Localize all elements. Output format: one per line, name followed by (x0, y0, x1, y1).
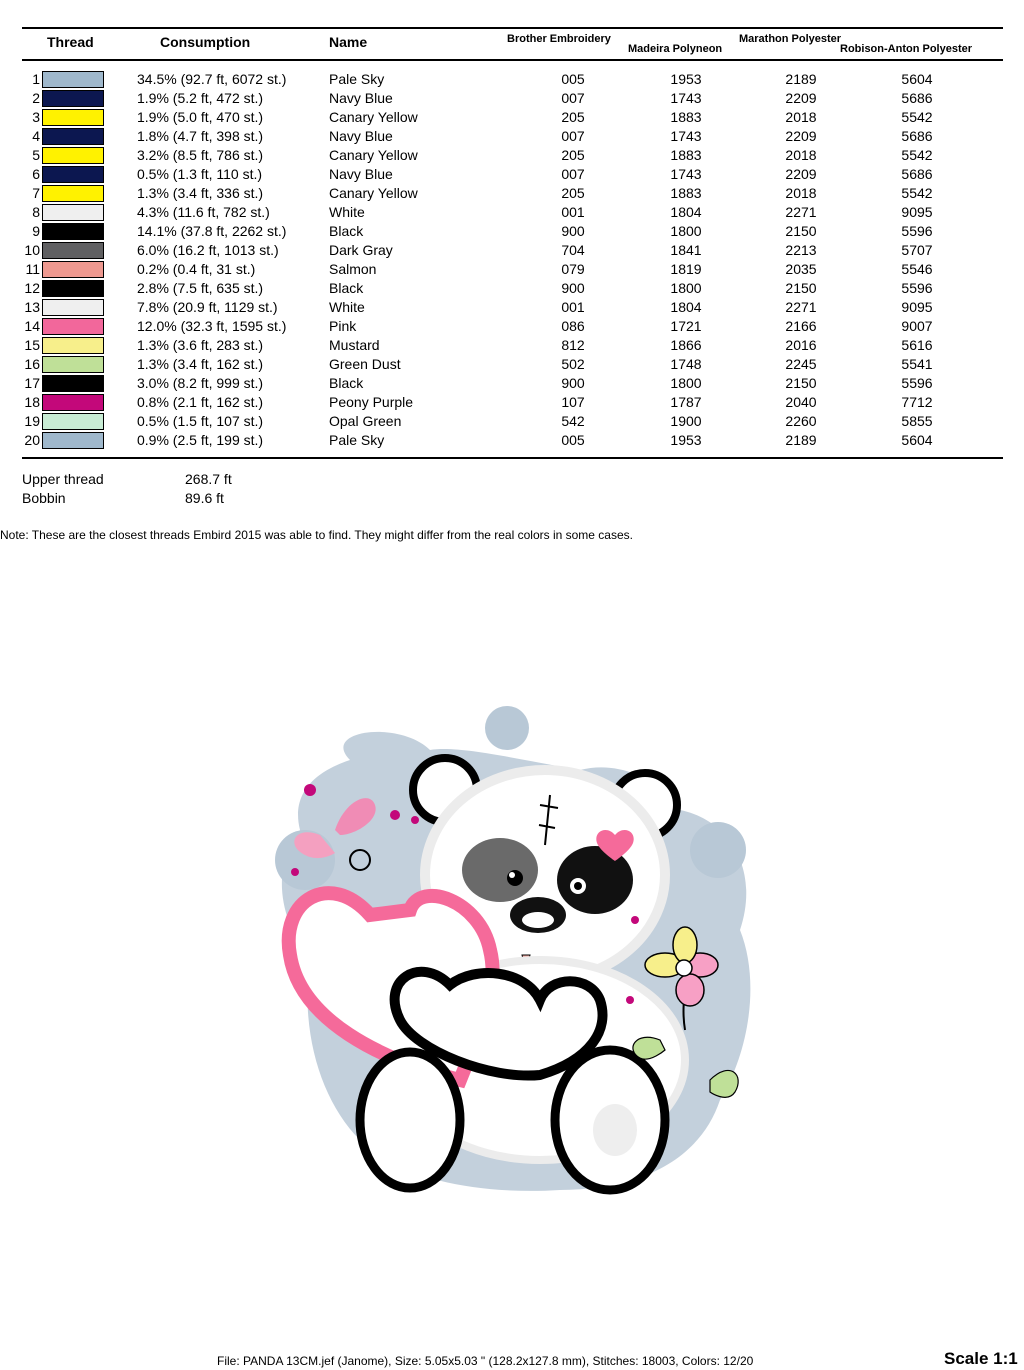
thread-code-robison: 5542 (901, 109, 933, 125)
thread-code-madeira: 1743 (670, 166, 702, 182)
table-top-rule (22, 27, 1003, 29)
header-brother: Brother Embroidery (507, 33, 611, 45)
thread-code-robison: 5616 (901, 337, 933, 353)
panda-embroidery-image (260, 700, 760, 1200)
thread-color-swatch (42, 147, 104, 164)
thread-consumption: 0.5% (1.5 ft, 107 st.) (137, 413, 264, 429)
thread-consumption: 0.9% (2.5 ft, 199 st.) (137, 432, 264, 448)
thread-color-swatch (42, 261, 104, 278)
thread-code-marathon: 2189 (785, 71, 817, 87)
thread-code-brother: 079 (561, 261, 585, 277)
thread-code-marathon: 2150 (785, 223, 817, 239)
upper-thread-label: Upper thread (22, 471, 104, 487)
thread-code-madeira: 1883 (670, 147, 702, 163)
table-row (0, 165, 1024, 184)
thread-code-brother: 704 (561, 242, 585, 258)
thread-code-brother: 005 (561, 71, 585, 87)
thread-code-madeira: 1804 (670, 204, 702, 220)
thread-code-robison: 5546 (901, 261, 933, 277)
thread-code-marathon: 2260 (785, 413, 817, 429)
table-row (0, 184, 1024, 203)
thread-consumption: 6.0% (16.2 ft, 1013 st.) (137, 242, 279, 258)
thread-color-swatch (42, 109, 104, 126)
thread-consumption: 3.2% (8.5 ft, 786 st.) (137, 147, 264, 163)
table-row (0, 241, 1024, 260)
scale-label: Scale 1:1 (944, 1349, 1018, 1368)
thread-code-marathon: 2150 (785, 280, 817, 296)
thread-code-brother: 007 (561, 166, 585, 182)
thread-code-robison: 9095 (901, 299, 933, 315)
thread-code-madeira: 1819 (670, 261, 702, 277)
thread-color-swatch (42, 185, 104, 202)
thread-code-robison: 5686 (901, 128, 933, 144)
thread-color-swatch (42, 166, 104, 183)
thread-consumption: 1.9% (5.2 ft, 472 st.) (137, 90, 264, 106)
thread-color-swatch (42, 71, 104, 88)
thread-name: Pale Sky (329, 71, 385, 87)
table-row (0, 374, 1024, 393)
thread-code-madeira: 1883 (670, 109, 702, 125)
table-row (0, 355, 1024, 374)
thread-code-robison: 5686 (901, 166, 933, 182)
thread-code-robison: 7712 (901, 394, 933, 410)
note-text: Note: These are the closest threads Embird 2015 was able to find. They might differ from the real colors in some cases. (0, 528, 633, 542)
table-row (0, 222, 1024, 241)
thread-color-swatch (42, 356, 104, 373)
thread-name: Peony Purple (329, 394, 414, 410)
thread-consumption: 7.8% (20.9 ft, 1129 st.) (137, 299, 278, 315)
thread-color-swatch (42, 413, 104, 430)
thread-consumption: 1.8% (4.7 ft, 398 st.) (137, 128, 264, 144)
thread-consumption: 1.9% (5.0 ft, 470 st.) (137, 109, 264, 125)
thread-code-brother: 900 (561, 223, 585, 239)
thread-code-madeira: 1883 (670, 185, 702, 201)
thread-code-marathon: 2035 (785, 261, 817, 277)
thread-number: 19 (24, 413, 40, 429)
thread-number: 13 (24, 299, 40, 315)
thread-code-robison: 5596 (901, 375, 933, 391)
thread-code-robison: 5686 (901, 90, 933, 106)
thread-name: Black (329, 280, 364, 296)
thread-number: 3 (32, 109, 40, 125)
thread-code-brother: 502 (561, 356, 585, 372)
table-row (0, 279, 1024, 298)
table-row (0, 260, 1024, 279)
thread-color-swatch (42, 394, 104, 411)
thread-consumption: 0.2% (0.4 ft, 31 st.) (137, 261, 256, 277)
thread-color-swatch (42, 280, 104, 297)
bobbin-value: 89.6 ft (185, 490, 224, 506)
thread-name: Black (329, 223, 364, 239)
thread-code-brother: 900 (561, 280, 585, 296)
thread-code-madeira: 1953 (670, 71, 702, 87)
thread-code-madeira: 1800 (670, 375, 702, 391)
bobbin-label: Bobbin (22, 490, 66, 506)
thread-consumption: 12.0% (32.3 ft, 1595 st.) (137, 318, 287, 334)
thread-number: 14 (24, 318, 40, 334)
thread-consumption: 2.8% (7.5 ft, 635 st.) (137, 280, 264, 296)
thread-name: White (329, 204, 365, 220)
thread-code-marathon: 2018 (785, 147, 817, 163)
thread-name: Pink (329, 318, 357, 334)
thread-name: Navy Blue (329, 166, 393, 182)
thread-code-madeira: 1804 (670, 299, 702, 315)
thread-color-swatch (42, 242, 104, 259)
thread-code-madeira: 1800 (670, 280, 702, 296)
thread-name: Dark Gray (329, 242, 393, 258)
thread-code-marathon: 2040 (785, 394, 817, 410)
thread-consumption: 1.3% (3.6 ft, 283 st.) (137, 337, 264, 353)
thread-number: 6 (32, 166, 40, 182)
thread-number: 11 (25, 261, 40, 277)
thread-code-robison: 5596 (901, 223, 933, 239)
file-info-footer: File: PANDA 13CM.jef (Janome), Size: 5.05x5.03 " (128.2x127.8 mm), Stitches: 18003, Colors: 12/20 (217, 1354, 754, 1368)
header-marathon: Marathon Polyester (739, 33, 842, 45)
thread-color-swatch (42, 318, 104, 335)
thread-code-robison: 5541 (901, 356, 933, 372)
thread-code-marathon: 2166 (785, 318, 817, 334)
thread-consumption: 3.0% (8.2 ft, 999 st.) (137, 375, 264, 391)
thread-number: 5 (32, 147, 40, 163)
thread-code-marathon: 2150 (785, 375, 817, 391)
thread-code-madeira: 1748 (670, 356, 702, 372)
thread-code-marathon: 2209 (785, 128, 817, 144)
table-header-rule (22, 59, 1003, 61)
thread-code-brother: 205 (561, 147, 585, 163)
thread-code-brother: 900 (561, 375, 585, 391)
thread-name: Pale Sky (329, 432, 385, 448)
thread-code-robison: 9095 (901, 204, 933, 220)
thread-color-swatch (42, 432, 104, 449)
table-row (0, 89, 1024, 108)
thread-color-swatch (42, 375, 104, 392)
thread-number: 10 (24, 242, 40, 258)
thread-number: 9 (32, 223, 40, 239)
thread-code-brother: 812 (561, 337, 585, 353)
thread-code-marathon: 2016 (785, 337, 817, 353)
thread-color-swatch (42, 204, 104, 221)
thread-number: 16 (24, 356, 40, 372)
thread-name: Mustard (329, 337, 380, 353)
table-bottom-rule (22, 457, 1003, 459)
thread-code-brother: 007 (561, 128, 585, 144)
thread-name: Navy Blue (329, 128, 393, 144)
thread-color-swatch (42, 223, 104, 240)
table-row (0, 336, 1024, 355)
thread-number: 12 (24, 280, 40, 296)
thread-consumption: 1.3% (3.4 ft, 336 st.) (137, 185, 264, 201)
thread-code-robison: 5707 (901, 242, 933, 258)
thread-code-marathon: 2018 (785, 109, 817, 125)
thread-name: Green Dust (329, 356, 401, 372)
thread-code-madeira: 1743 (670, 90, 702, 106)
header-thread: Thread (47, 34, 94, 50)
thread-code-brother: 007 (561, 90, 585, 106)
thread-name: Salmon (329, 261, 377, 277)
thread-code-madeira: 1721 (670, 318, 702, 334)
thread-color-swatch (42, 299, 104, 316)
thread-consumption: 34.5% (92.7 ft, 6072 st.) (137, 71, 287, 87)
thread-code-brother: 205 (561, 109, 585, 125)
thread-name: Black (329, 375, 364, 391)
thread-number: 17 (24, 375, 40, 391)
thread-number: 1 (32, 71, 40, 87)
table-row (0, 431, 1024, 450)
table-row (0, 412, 1024, 431)
header-name: Name (329, 34, 368, 50)
table-row (0, 127, 1024, 146)
thread-code-robison: 9007 (901, 318, 933, 334)
thread-code-robison: 5542 (901, 185, 933, 201)
thread-name: Canary Yellow (329, 109, 418, 125)
thread-code-robison: 5596 (901, 280, 933, 296)
thread-code-brother: 542 (561, 413, 585, 429)
thread-code-madeira: 1743 (670, 128, 702, 144)
thread-code-marathon: 2271 (785, 299, 817, 315)
thread-code-brother: 001 (561, 299, 585, 315)
table-row (0, 146, 1024, 165)
table-row (0, 203, 1024, 222)
thread-code-marathon: 2189 (785, 432, 817, 448)
thread-number: 7 (32, 185, 40, 201)
thread-name: White (329, 299, 365, 315)
thread-number: 20 (24, 432, 40, 448)
thread-code-robison: 5604 (901, 71, 933, 87)
thread-code-marathon: 2209 (785, 166, 817, 182)
thread-name: Navy Blue (329, 90, 393, 106)
thread-consumption: 14.1% (37.8 ft, 2262 st.) (137, 223, 287, 239)
thread-color-swatch (42, 128, 104, 145)
thread-code-marathon: 2245 (785, 356, 817, 372)
thread-name: Opal Green (329, 413, 402, 429)
thread-number: 8 (32, 204, 40, 220)
thread-code-robison: 5604 (901, 432, 933, 448)
thread-code-madeira: 1800 (670, 223, 702, 239)
thread-number: 2 (32, 90, 40, 106)
table-row (0, 393, 1024, 412)
thread-code-madeira: 1900 (670, 413, 702, 429)
thread-code-marathon: 2018 (785, 185, 817, 201)
thread-code-madeira: 1866 (670, 337, 702, 353)
thread-consumption: 0.5% (1.3 ft, 110 st.) (137, 166, 263, 182)
thread-code-marathon: 2271 (785, 204, 817, 220)
thread-name: Canary Yellow (329, 185, 418, 201)
table-row (0, 298, 1024, 317)
table-row (0, 70, 1024, 89)
table-row (0, 317, 1024, 336)
thread-color-swatch (42, 90, 104, 107)
thread-code-madeira: 1953 (670, 432, 702, 448)
header-robison: Robison-Anton Polyester (840, 43, 973, 55)
thread-code-robison: 5855 (901, 413, 933, 429)
thread-code-madeira: 1787 (670, 394, 702, 410)
thread-number: 18 (24, 394, 40, 410)
thread-code-marathon: 2209 (785, 90, 817, 106)
thread-code-brother: 005 (561, 432, 585, 448)
thread-name: Canary Yellow (329, 147, 418, 163)
thread-consumption: 0.8% (2.1 ft, 162 st.) (137, 394, 264, 410)
thread-code-brother: 001 (561, 204, 585, 220)
thread-code-brother: 107 (561, 394, 585, 410)
thread-code-madeira: 1841 (670, 242, 702, 258)
thread-consumption: 1.3% (3.4 ft, 162 st.) (137, 356, 264, 372)
thread-code-brother: 086 (561, 318, 585, 334)
thread-consumption: 4.3% (11.6 ft, 782 st.) (137, 204, 270, 220)
thread-code-brother: 205 (561, 185, 585, 201)
table-row (0, 108, 1024, 127)
thread-code-robison: 5542 (901, 147, 933, 163)
upper-thread-value: 268.7 ft (185, 471, 232, 487)
thread-color-swatch (42, 337, 104, 354)
thread-number: 4 (32, 128, 40, 144)
header-consumption: Consumption (160, 34, 251, 50)
thread-number: 15 (24, 337, 40, 353)
header-madeira: Madeira Polyneon (628, 43, 723, 55)
thread-code-marathon: 2213 (785, 242, 817, 258)
